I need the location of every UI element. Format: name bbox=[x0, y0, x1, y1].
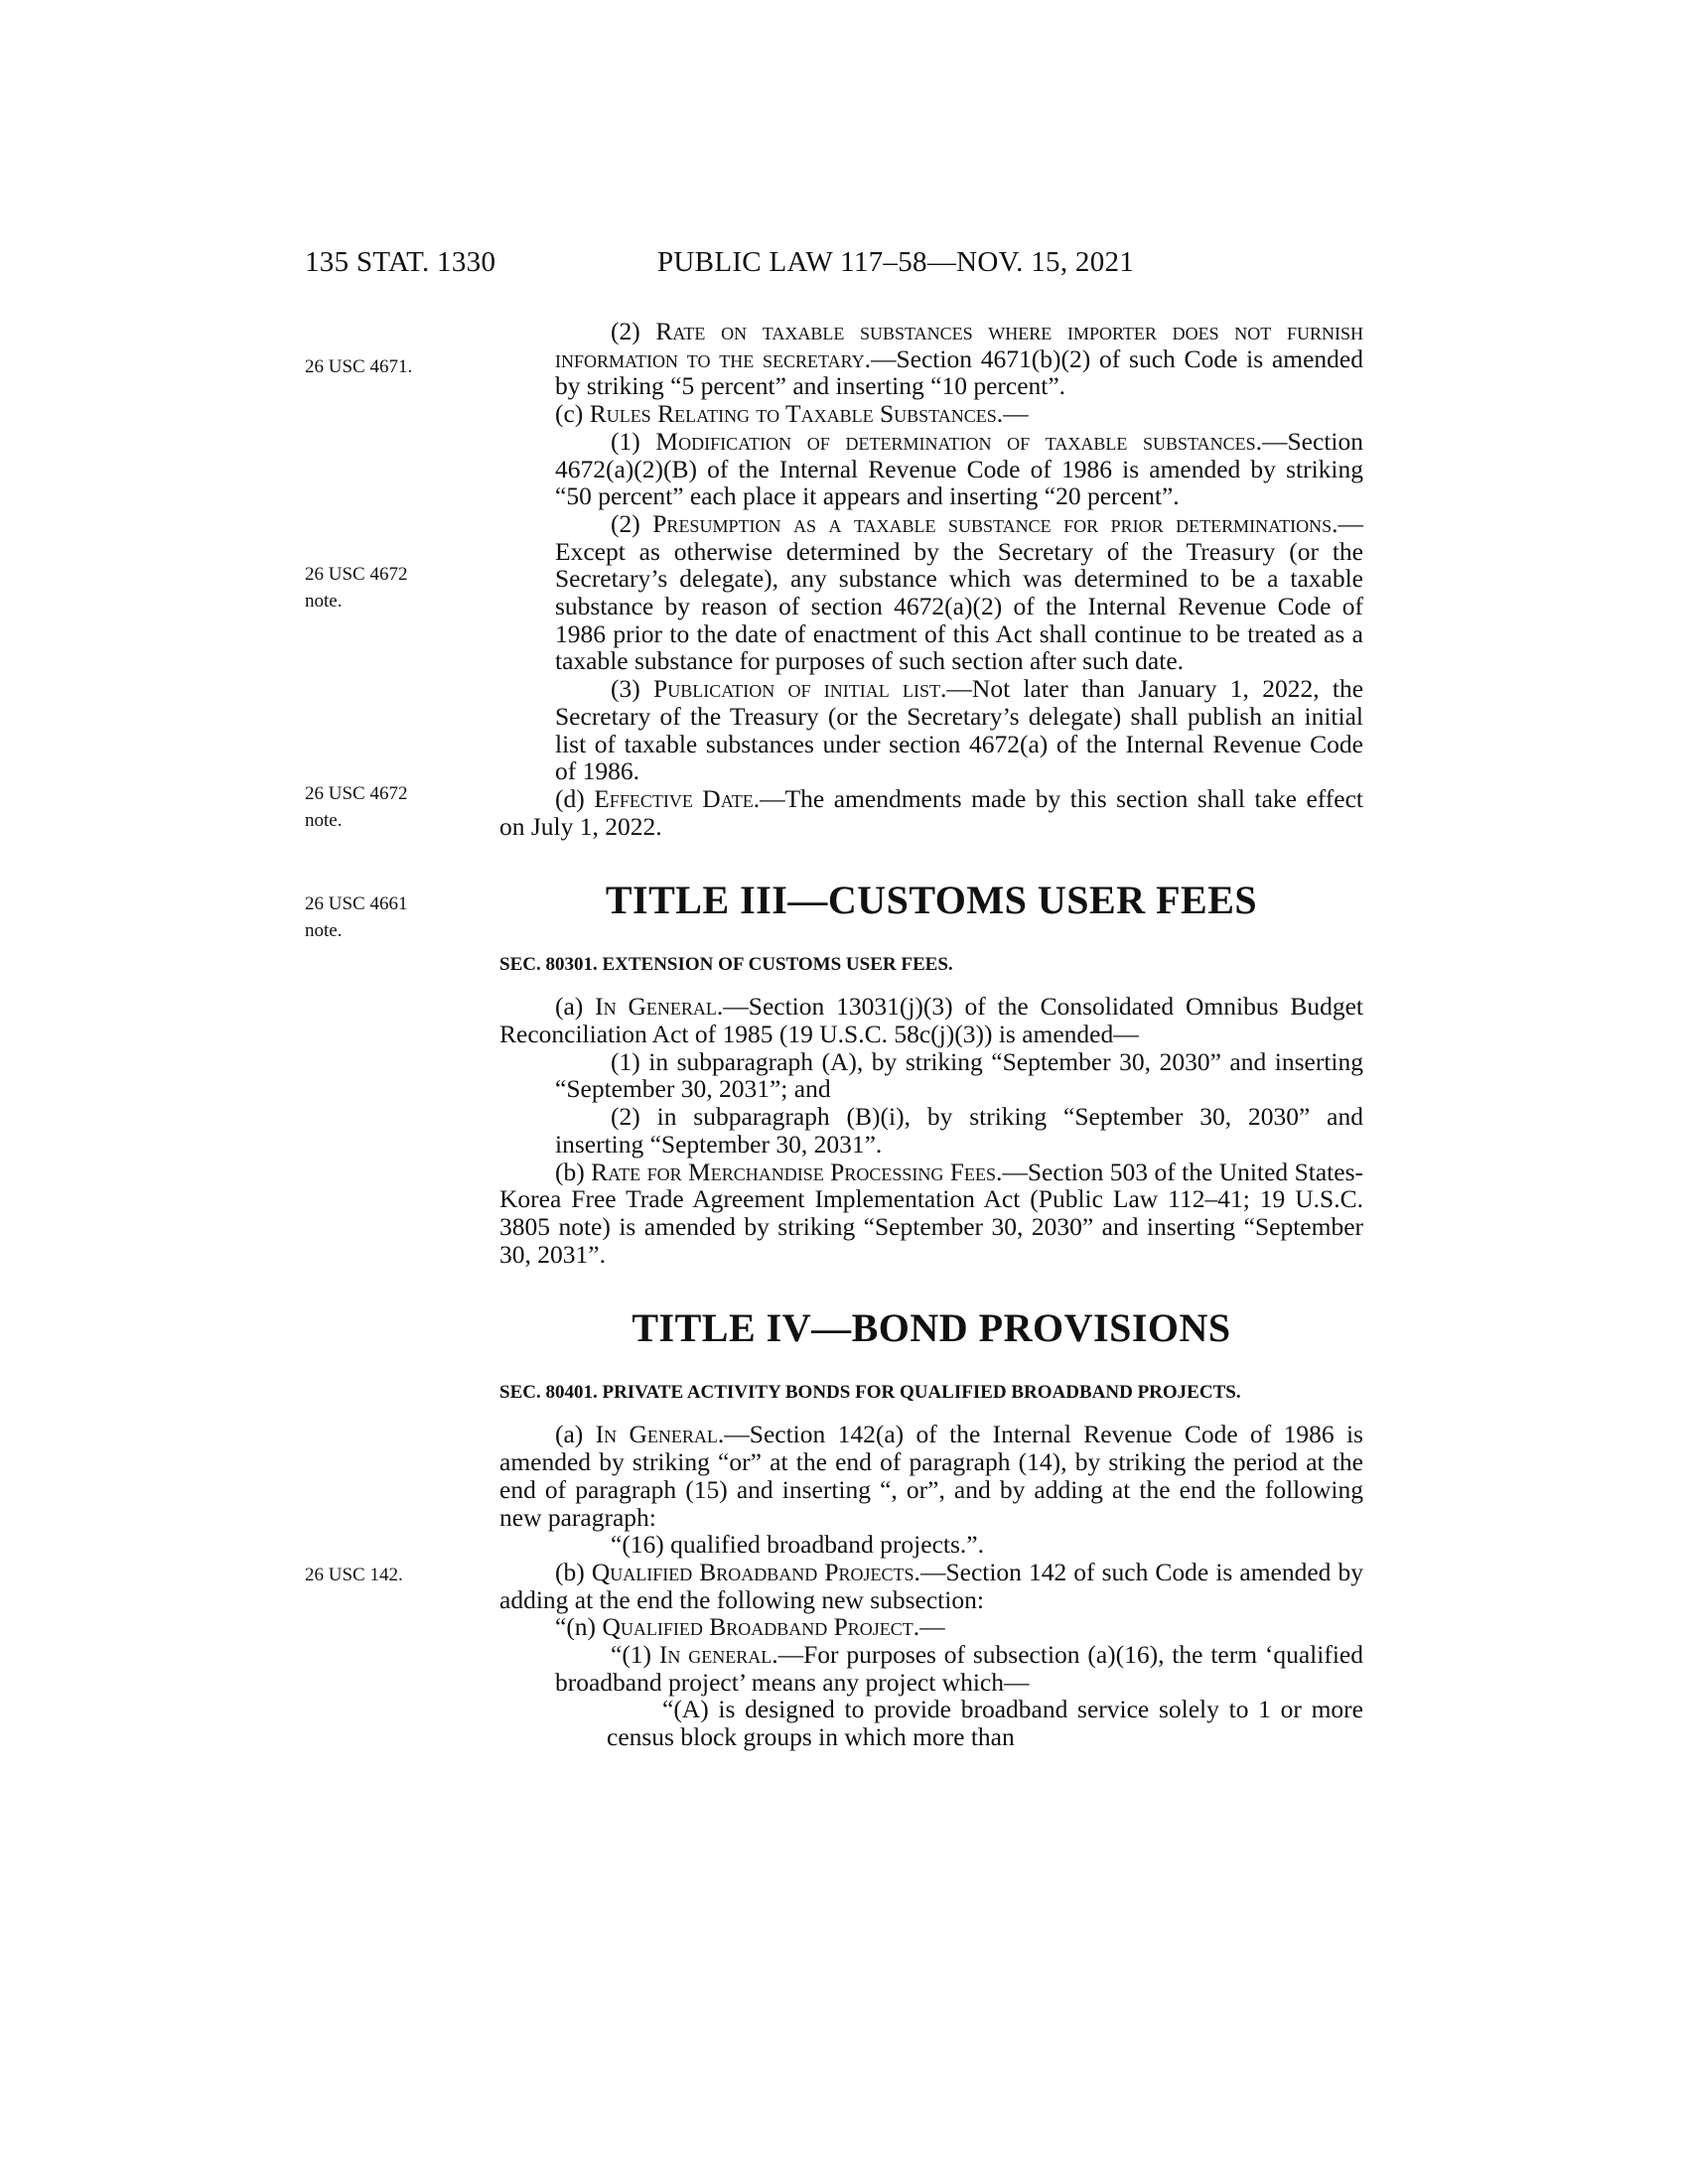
paragraph-c: (c) Rules Relating to Taxable Substances.— bbox=[555, 399, 1029, 429]
section-80301-heading: SEC. 80301. EXTENSION OF CUSTOMS USER FEES. bbox=[499, 954, 953, 976]
paragraph-n1: “(1) In general.—For purposes of subsection (a)(16), the term ‘qualified broadband project’ means any project which— bbox=[555, 1640, 1363, 1697]
paragraph-c3: (3) Publication of initial list.—Not later than January 1, 2022, the Secretary of the Treasury (or the Secretary’s delegate) shall publish an initial list of taxable substances under section 4672(a) of the Internal Revenue Code of 1986. bbox=[555, 674, 1364, 786]
document-body bbox=[499, 318, 1363, 1751]
stat-page-number: 135 STAT. 1330 bbox=[305, 246, 496, 278]
paragraph-80301-a: (a) In General.—Section 13031(j)(3) of the Consolidated Omnibus Budget Reconciliation Act of 1985 (19 U.S.C. 58c(j)(3)) is amended— bbox=[499, 992, 1363, 1049]
paragraph-80301-b: (b) Rate for Merchandise Processing Fees.—Section 503 of the United States-Korea Free Trade Agreement Implementation Act (Public Law 112–41; 19 U.S.C. 3805 note) is amended by striking “September 30, 2030” and inserting “September 30, 2031”. bbox=[499, 1157, 1363, 1269]
title-iv-heading: TITLE IV—BOND PROVISIONS bbox=[632, 1305, 1231, 1351]
paragraph-b2: (2) Rate on taxable substances where importer does not furnish information to the secretary.—Section 4671(b)(2) of such Code is amended by striking “5 percent” and inserting “10 percent”. bbox=[555, 317, 1364, 401]
paragraph-c2: (2) Presumption as a taxable substance for prior determinations.—Except as otherwise determined by the Secretary of the Treasury (or the Secretary’s delegate), any substance which was determined to be a taxable substance by reason of section 4672(a)(2) of the Internal Revenue Code of 1986 prior to the date of enactment of this Act shall continue to be treated as a taxable substance for purposes of such section after such date. bbox=[555, 508, 1364, 676]
margin-note: 26 USC 142. bbox=[305, 1565, 403, 1585]
title-iii-heading: TITLE III—CUSTOMS USER FEES bbox=[605, 878, 1258, 923]
margin-note: 26 USC 4672 note. bbox=[305, 564, 408, 612]
section-80401-heading: SEC. 80401. PRIVATE ACTIVITY BONDS FOR QUALIFIED BROADBAND PROJECTS. bbox=[499, 1382, 1241, 1404]
paragraph-80301-a2: (2) in subparagraph (B)(i), by striking “September 30, 2030” and inserting “September 30, 2031”. bbox=[555, 1102, 1363, 1159]
margin-note: 26 USC 4672 note. bbox=[305, 783, 408, 831]
margin-note: 26 USC 4661 note. bbox=[305, 893, 408, 941]
page-header bbox=[305, 246, 1362, 286]
public-law-heading: PUBLIC LAW 117–58—NOV. 15, 2021 bbox=[657, 246, 1135, 278]
paragraph-80401-a-quote: “(16) qualified broadband projects.”. bbox=[611, 1530, 984, 1560]
paragraph-c1: (1) Modification of determination of taxable substances.—Section 4672(a)(2)(B) of the Internal Revenue Code of 1986 is amended by striking “50 percent” each place it appears and inserting “20 percent”. bbox=[555, 426, 1363, 511]
subsection-n-heading: “(n) Qualified Broadband Project.— bbox=[555, 1612, 945, 1642]
paragraph-80401-a: (a) In General.—Section 142(a) of the Internal Revenue Code of 1986 is amended by striking “or” at the end of paragraph (14), by striking the period at the end of paragraph (15) and inserting “, or”, and by adding at the end the following new paragraph: bbox=[499, 1420, 1363, 1532]
paragraph-nA: “(A) is designed to provide broadband service solely to 1 or more census block groups in which more than bbox=[607, 1695, 1363, 1752]
paragraph-d: (d) Effective Date.—The amendments made by this section shall take effect on July 1, 2022. bbox=[499, 783, 1364, 841]
paragraph-80301-a1: (1) in subparagraph (A), by striking “September 30, 2030” and inserting “September 30, 2031”; and bbox=[555, 1046, 1363, 1104]
paragraph-80401-b: (b) Qualified Broadband Projects.—Section 142 of such Code is amended by adding at the end the following new subsection: bbox=[499, 1557, 1363, 1614]
margin-note: 26 USC 4671. bbox=[305, 356, 413, 377]
